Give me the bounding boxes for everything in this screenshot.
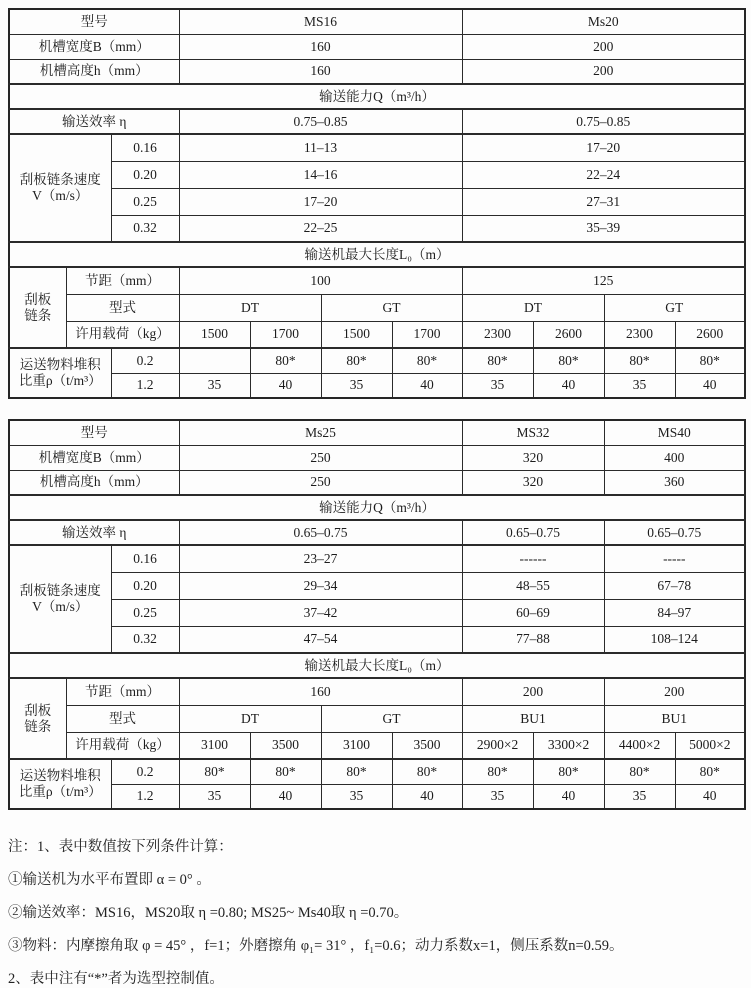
cell: ------ [462,545,604,572]
cell-model: MS32 [462,420,604,445]
row-label-type: 型式 [66,705,179,732]
cell: 2300 [462,321,533,348]
cell: 40 [675,784,745,809]
section-header-capacity: 输送能力Q（m³/h） [9,495,745,520]
label-line: 刮板链条速度 [19,583,101,599]
cell: 125 [462,267,745,294]
density-step: 1.2 [111,784,179,809]
density-step: 1.2 [111,373,179,398]
cell-model: MS40 [604,420,745,445]
cell: 1700 [250,321,321,348]
row-label-bulk-density [9,348,111,398]
cell: 35 [321,373,392,398]
row-label-type: 型式 [66,294,179,321]
speed-step: 0.16 [111,545,179,572]
cell: 250 [179,470,462,495]
cell: 0.65–0.75 [462,520,604,545]
cell: 80* [392,348,462,373]
speed-step: 0.16 [111,134,179,161]
cell: 80* [250,759,321,784]
speed-step: 0.20 [111,572,179,599]
cell: 17–20 [462,134,745,161]
cell: 320 [462,470,604,495]
spec-table-1 [8,8,746,399]
cell: 22–24 [462,161,745,188]
cell: 35 [179,373,250,398]
cell: 80* [675,348,745,373]
speed-step: 0.32 [111,215,179,242]
label-line: 刮板 [24,291,52,307]
cell: 1500 [321,321,392,348]
cell: BU1 [462,705,604,732]
note-line-3: ②输送效率：MS16，MS20取 η =0.80; MS25~ Ms40取 η =0.70。 [8,905,409,921]
row-label-trough-width: 机槽宽度B（mm） [9,34,179,59]
cell: 2600 [533,321,604,348]
cell: 40 [675,373,745,398]
cell: 80* [604,759,675,784]
cell: 200 [462,678,604,705]
cell-model: MS16 [179,9,462,34]
cell: 80* [321,348,392,373]
cell: 40 [392,373,462,398]
row-label-chain-speed [9,545,111,653]
label-line: 比重ρ（t/m³） [18,784,102,799]
cell-model: Ms20 [462,9,745,34]
row-label-model: 型号 [9,9,179,34]
row-label-scraper-chain [9,678,66,759]
cell: 22–25 [179,215,462,242]
row-label-allowable-load: 许用载荷（kg） [66,732,179,759]
cell: 108–124 [604,626,745,653]
row-label-chain-speed [9,134,111,242]
cell: 40 [533,373,604,398]
cell: 3100 [321,732,392,759]
speed-step: 0.20 [111,161,179,188]
note-line-1: 注：1、表中数值按下列条件计算： [8,839,233,855]
cell: 3100 [179,732,250,759]
cell: 60–69 [462,599,604,626]
label-line: 比重ρ（t/m³） [18,373,102,388]
cell: 80* [462,348,533,373]
cell: 35 [179,784,250,809]
cell: 40 [392,784,462,809]
cell: 400 [604,445,745,470]
cell: 84–97 [604,599,745,626]
section-header-max-length: 输送机最大长度L₀（m） [9,242,745,267]
cell: 29–34 [179,572,462,599]
cell: 80* [533,759,604,784]
speed-step: 0.32 [111,626,179,653]
cell: 80* [179,759,250,784]
cell: 160 [179,59,462,84]
row-label-allowable-load: 许用载荷（kg） [66,321,179,348]
note-line-2: ①输送机为水平布置即 α = 0° 。 [8,872,211,888]
label-line: 刮板链条速度 [19,172,101,188]
cell: 11–13 [179,134,462,161]
cell: 1500 [179,321,250,348]
cell: GT [321,294,462,321]
label-line: 运送物料堆积 [19,768,101,784]
row-label-pitch: 节距（mm） [66,678,179,705]
cell: 320 [462,445,604,470]
row-label-bulk-density [9,759,111,809]
label-line: 刮板 [24,702,52,718]
cell: ----- [604,545,745,572]
cell: BU1 [604,705,745,732]
cell: 40 [250,373,321,398]
cell: 360 [604,470,745,495]
cell: 23–27 [179,545,462,572]
cell: 80* [604,348,675,373]
row-label-trough-height: 机槽高度h（mm） [9,59,179,84]
density-step: 0.2 [111,759,179,784]
section-header-max-length: 输送机最大长度L₀（m） [9,653,745,678]
cell: 80* [392,759,462,784]
cell: DT [179,705,321,732]
cell: 3300×2 [533,732,604,759]
cell: 160 [179,678,462,705]
cell: DT [462,294,604,321]
row-label-efficiency: 输送效率 η [9,109,179,134]
cell: 250 [179,445,462,470]
cell: 80* [675,759,745,784]
speed-step: 0.25 [111,188,179,215]
note-line-4: ③物料：内摩擦角取 φ = 45° ，f=1；外磨擦角 φ₁= 31° ，f₁=0.6；动力系数x=1，侧压系数n=0.59。 [8,938,624,954]
cell [179,348,250,373]
cell: 80* [533,348,604,373]
label-line: 链条 [24,307,52,323]
cell: 2900×2 [462,732,533,759]
cell: 0.65–0.75 [179,520,462,545]
cell: 17–20 [179,188,462,215]
cell: 80* [250,348,321,373]
cell: 35 [604,784,675,809]
label-line: 运送物料堆积 [19,357,101,373]
spec-table-2 [8,419,746,810]
label-line: V（m/s） [32,188,89,203]
density-step: 0.2 [111,348,179,373]
cell: GT [604,294,745,321]
cell: 40 [533,784,604,809]
cell: 35 [462,373,533,398]
row-label-pitch: 节距（mm） [66,267,179,294]
cell: DT [179,294,321,321]
label-line: V（m/s） [32,599,89,614]
cell: 2600 [675,321,745,348]
section-header-capacity: 输送能力Q（m³/h） [9,84,745,109]
row-label-scraper-chain [9,267,66,348]
row-label-trough-width: 机槽宽度B（mm） [9,445,179,470]
cell: 47–54 [179,626,462,653]
row-label-model: 型号 [9,420,179,445]
cell: 80* [462,759,533,784]
cell: 27–31 [462,188,745,215]
cell: 14–16 [179,161,462,188]
speed-step: 0.25 [111,599,179,626]
cell: 2300 [604,321,675,348]
row-label-efficiency: 输送效率 η [9,520,179,545]
cell: 0.75–0.85 [179,109,462,134]
cell: 0.75–0.85 [462,109,745,134]
cell: 77–88 [462,626,604,653]
notes-section [8,835,744,988]
cell: 200 [462,59,745,84]
cell: 80* [321,759,392,784]
cell: 67–78 [604,572,745,599]
note-line-5: 2、表中注有“*”者为选型控制值。 [8,971,224,987]
label-line: 链条 [24,718,52,734]
cell: 160 [179,34,462,59]
cell: 3500 [250,732,321,759]
cell: 35 [321,784,392,809]
cell: 35–39 [462,215,745,242]
cell: 37–42 [179,599,462,626]
cell: 4400×2 [604,732,675,759]
cell: 1700 [392,321,462,348]
cell: 200 [604,678,745,705]
cell: 0.65–0.75 [604,520,745,545]
cell: 35 [462,784,533,809]
cell: 100 [179,267,462,294]
cell-model: Ms25 [179,420,462,445]
row-label-trough-height: 机槽高度h（mm） [9,470,179,495]
cell: 48–55 [462,572,604,599]
cell: 35 [604,373,675,398]
cell: 5000×2 [675,732,745,759]
cell: 40 [250,784,321,809]
cell: 3500 [392,732,462,759]
cell: GT [321,705,462,732]
cell: 200 [462,34,745,59]
